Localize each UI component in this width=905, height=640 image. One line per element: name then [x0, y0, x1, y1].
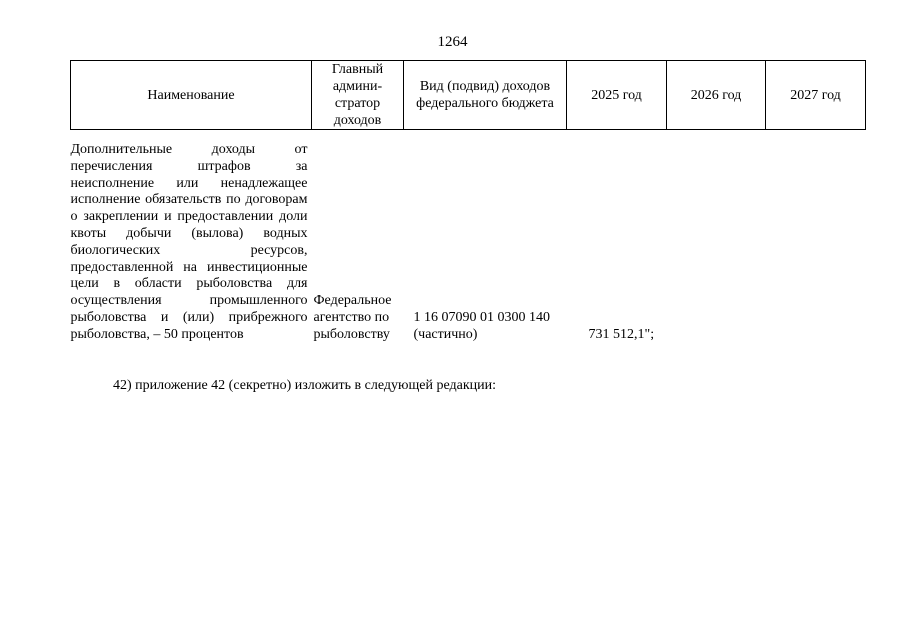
- page-number: 1264: [437, 34, 468, 50]
- row-2027-cell: [766, 130, 866, 344]
- header-name: Наименование: [71, 61, 312, 130]
- header-2026: 2026 год: [667, 61, 766, 130]
- header-admin: Главный админи-стратор доходов: [312, 61, 404, 130]
- amendment-paragraph: 42) приложение 42 (секретно) изложить в следующей редакции:: [113, 378, 497, 393]
- header-2027: 2027 год: [766, 61, 866, 130]
- revenue-table: [70, 60, 866, 344]
- row-2025-cell: 731 512,1";: [588, 326, 655, 342]
- table-row: [71, 130, 866, 344]
- row-2026-cell: [667, 130, 766, 344]
- row-admin-cell: Федеральное агентство по рыболовству: [313, 293, 392, 342]
- header-2025: 2025 год: [567, 61, 667, 130]
- row-code-cell: 1 16 07090 01 0300 140 (частично): [413, 309, 550, 342]
- table-header-row: [71, 61, 866, 130]
- header-code: Вид (подвид) доходов федерального бюджета: [404, 61, 567, 130]
- row-name-cell: Дополнительные доходы от перечисления штрафов за неисполнение или ненадлежащее исполнение обязательств по договорам о закреплении и предоставлении доли квоты добычи (вылова) водных биологических ресурсов, предоставленной на инвестиционные цели в области рыболовства для осуществления промышленного рыболовства и (или) прибрежного рыболовства, – 50 процентов: [70, 142, 308, 342]
